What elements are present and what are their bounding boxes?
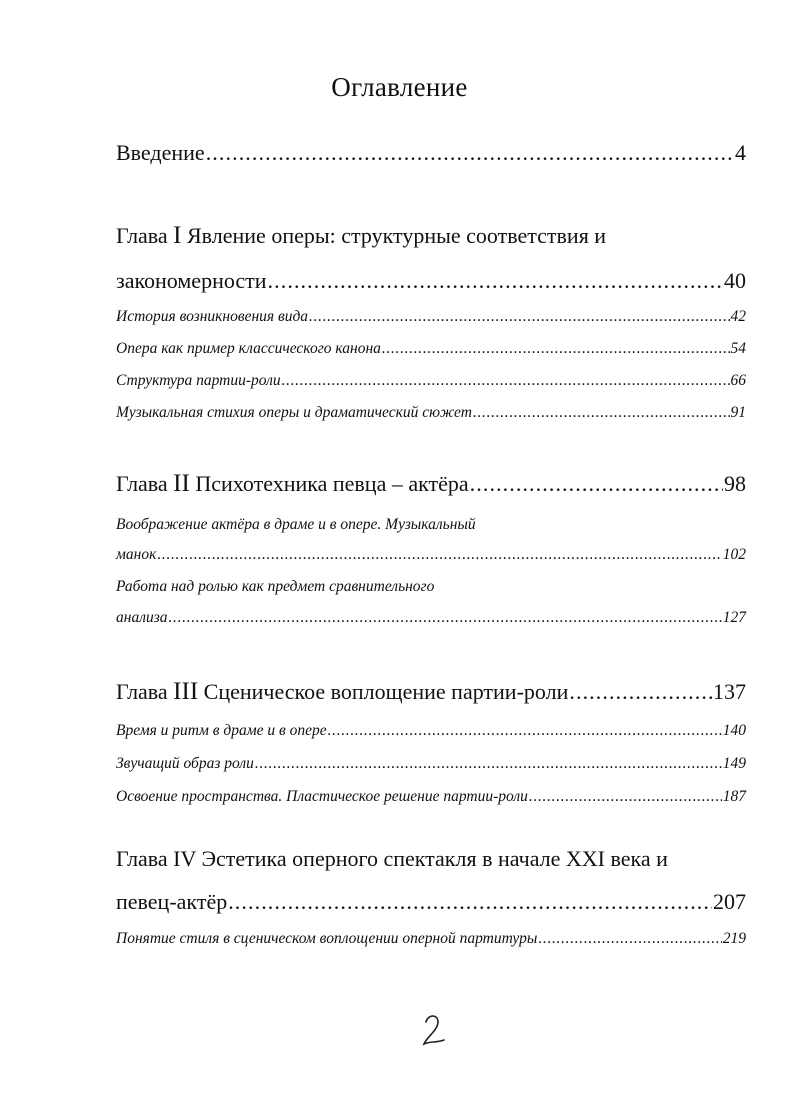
subentry-page: 187 — [722, 788, 746, 805]
subentry-label: Опера как пример классического канона — [116, 340, 381, 357]
toc-subentry-line1[interactable]: Работа над ролью как предмет сравнительного — [116, 578, 435, 595]
toc-subentry[interactable] — [116, 755, 746, 773]
chapter-title — [116, 470, 469, 498]
chapter-prefix: Глава — [116, 223, 168, 248]
subentry-label: Время и ритм в драме и в опере — [116, 722, 327, 739]
chapter-4-heading-continued[interactable] — [116, 889, 746, 915]
toc-subentry[interactable] — [116, 404, 746, 422]
chapter-title-text: Сценическое воплощение партии-роли — [203, 679, 569, 704]
chapter-1-heading-continued[interactable] — [116, 268, 746, 294]
dot-leader — [157, 546, 721, 564]
toc-subentry[interactable] — [116, 609, 746, 627]
dot-leader — [282, 372, 730, 390]
chapter-title-text: Психотехника певца – актёра — [195, 471, 469, 496]
chapter-prefix: Глава — [116, 846, 168, 871]
subentry-page: 149 — [722, 755, 746, 772]
chapter-3-heading[interactable] — [116, 678, 746, 706]
dot-leader — [569, 679, 712, 705]
dot-leader — [529, 788, 722, 806]
dot-leader — [309, 308, 729, 326]
toc-subentry-line1[interactable]: Воображение актёра в драме и в опере. Музыкальный — [116, 516, 476, 533]
subentry-label: манок — [116, 546, 157, 563]
subentry-page: 54 — [730, 340, 746, 357]
chapter-title: Явление оперы: структурные соответствия и — [187, 223, 607, 248]
chapter-number: I — [173, 222, 182, 249]
chapter-number: IV — [173, 846, 196, 871]
chapter-2-heading[interactable] — [116, 470, 746, 498]
chapter-title-continued: певец-актёр — [116, 889, 228, 914]
dot-leader — [268, 268, 723, 294]
toc-subentry[interactable] — [116, 308, 746, 326]
subentry-label: Музыкальная стихия оперы и драматический сюжет — [116, 404, 472, 421]
chapter-title — [116, 678, 568, 706]
toc-subentry[interactable] — [116, 340, 746, 358]
chapter-4-heading[interactable] — [116, 846, 668, 872]
subentry-label: Структура партии-роли — [116, 372, 281, 389]
toc-subentry[interactable] — [116, 930, 746, 948]
chapter-prefix: Глава — [116, 679, 168, 704]
chapter-number: II — [173, 470, 190, 497]
subentry-page: 66 — [730, 372, 746, 389]
chapter-page: 207 — [713, 889, 746, 914]
chapter-page: 137 — [713, 679, 746, 704]
chapter-page: 98 — [724, 471, 746, 496]
entry-label: Введение — [116, 140, 205, 165]
subentry-page: 140 — [722, 722, 746, 739]
dot-leader — [228, 889, 712, 915]
subentry-label: История возникновения вида — [116, 308, 309, 325]
toc-subentry[interactable] — [116, 722, 746, 740]
subentry-page: 127 — [722, 609, 746, 626]
handwritten-page-number — [418, 1010, 448, 1050]
entry-page: 4 — [735, 140, 746, 165]
chapter-page: 40 — [724, 268, 746, 293]
subentry-label: анализа — [116, 609, 168, 626]
chapter-1-heading[interactable] — [116, 222, 606, 250]
chapter-prefix: Глава — [116, 471, 168, 496]
page-title: Оглавление — [331, 72, 468, 102]
chapter-title: Эстетика оперного спектакля в начале XXI века и — [201, 846, 668, 871]
dot-leader — [538, 930, 721, 948]
subentry-label: Понятие стиля в сценическом воплощении оперной партитуры — [116, 930, 538, 947]
dot-leader — [169, 609, 722, 627]
subentry-label: Звучащий образ роли — [116, 755, 254, 772]
subentry-page: 91 — [730, 404, 746, 421]
dot-leader — [382, 340, 730, 358]
toc-entry-intro[interactable] — [116, 140, 746, 166]
subentry-label: Освоение пространства. Пластическое решение партии-роли — [116, 788, 528, 805]
toc-subentry[interactable] — [116, 546, 746, 564]
dot-leader — [255, 755, 722, 773]
dot-leader — [473, 404, 730, 422]
toc-subentry[interactable] — [116, 788, 746, 806]
dot-leader — [328, 722, 722, 740]
subentry-page: 219 — [722, 930, 746, 947]
chapter-number: III — [173, 678, 199, 705]
chapter-title-continued: закономерности — [116, 268, 267, 293]
dot-leader — [470, 471, 723, 497]
dot-leader — [206, 140, 734, 166]
subentry-page: 42 — [730, 308, 746, 325]
toc-subentry[interactable] — [116, 372, 746, 390]
subentry-page: 102 — [722, 546, 746, 563]
